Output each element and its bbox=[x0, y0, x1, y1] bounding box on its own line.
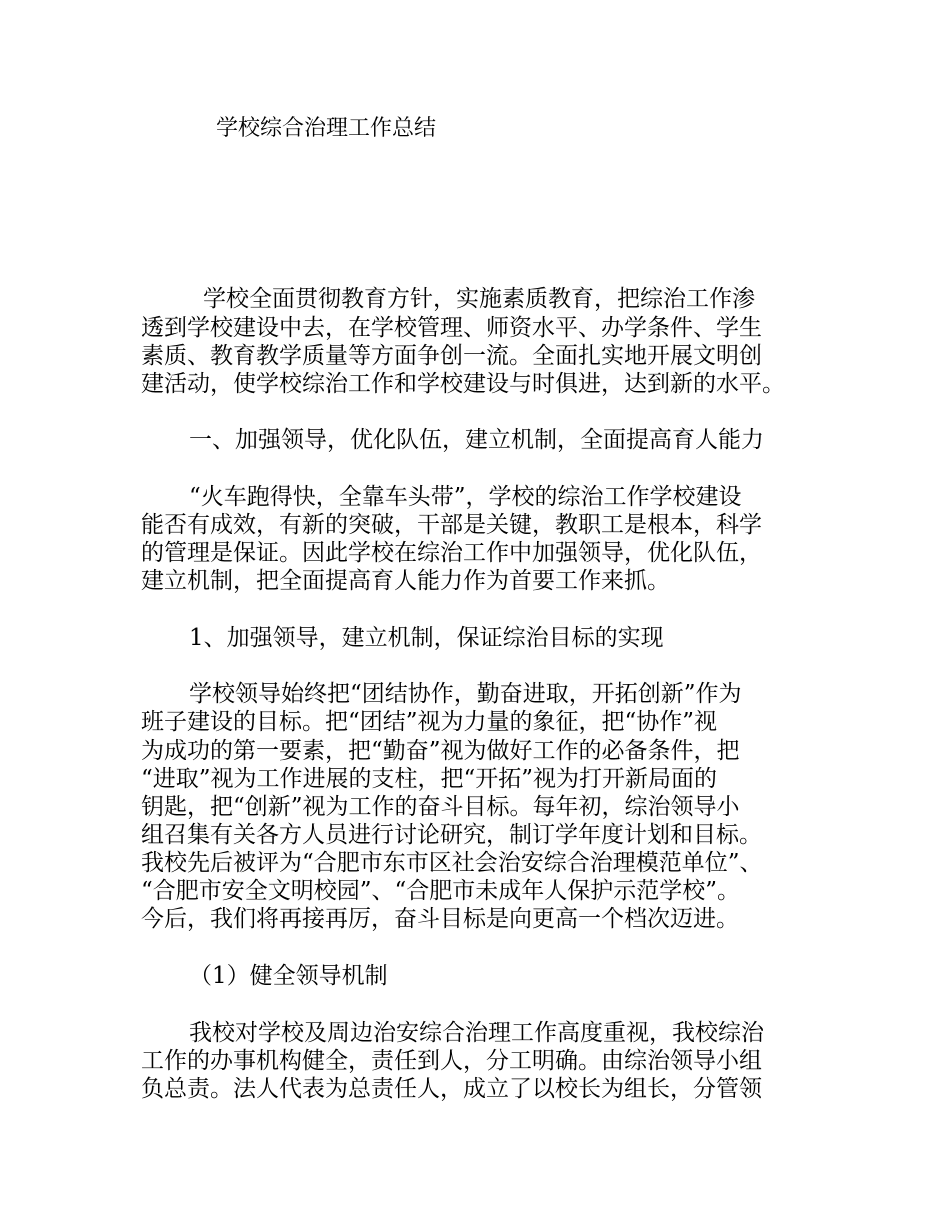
paragraph-line: 钥匙，把“创新”视为工作的奋斗目标。每年初，综治领导小 bbox=[141, 794, 740, 820]
paragraph-line: 我校先后被评为“合肥市东市区社会治安综合治理模范单位”、 bbox=[141, 850, 763, 876]
section-heading: 一、加强领导，优化队伍，建立机制，全面提高育人能力 bbox=[189, 427, 764, 453]
paragraph-line: 负总责。法人代表为总责任人，成立了以校长为组长，分管领 bbox=[141, 1076, 762, 1102]
paragraph-line: 今后，我们将再接再厉，奋斗目标是向更高一个档次迈进。 bbox=[141, 906, 739, 932]
paragraph-line: 能否有成效，有新的突破，干部是关键，教职工是根本，科学 bbox=[141, 512, 762, 538]
paragraph-line: 我校对学校及周边治安综合治理工作高度重视，我校综治 bbox=[189, 1020, 764, 1046]
paragraph-line: 班子建设的目标。把“团结”视为力量的象征，把“协作”视 bbox=[141, 709, 718, 735]
paragraph-line: 学校全面贯彻教育方针，实施素质教育，把综治工作渗 bbox=[203, 286, 755, 312]
paragraph-line: 工作的办事机构健全，责任到人，分工明确。由综治领导小组 bbox=[141, 1048, 762, 1074]
paragraph-line: “火车跑得快，全靠车头带”，学校的综治工作学校建设 bbox=[189, 484, 742, 510]
subsection-heading: （1）健全领导机制 bbox=[189, 963, 388, 989]
paragraph-line: 的管理是保证。因此学校在综治工作中加强领导，优化队伍， bbox=[141, 540, 762, 566]
paragraph-line: 素质、教育教学质量等方面争创一流。全面扎实地开展文明创 bbox=[141, 343, 762, 369]
paragraph-line: 为成功的第一要素，把“勤奋”视为做好工作的必备条件，把 bbox=[141, 738, 740, 764]
paragraph-line: 组召集有关各方人员进行讨论研究，制订学年度计划和目标。 bbox=[141, 822, 762, 848]
subsection-heading: 1、加强领导，建立机制，保证综治目标的实现 bbox=[189, 625, 664, 651]
document-title: 学校综合治理工作总结 bbox=[216, 116, 437, 141]
paragraph-line: “进取”视为工作进展的支柱，把“开拓”视为打开新局面的 bbox=[141, 766, 718, 792]
paragraph-line: 建立机制，把全面提高育人能力作为首要工作来抓。 bbox=[141, 568, 670, 594]
paragraph-line: 透到学校建设中去，在学校管理、师资水平、办学条件、学生 bbox=[141, 315, 762, 341]
paragraph-line: “合肥市安全文明校园”、“合肥市未成年人保护示范学校”。 bbox=[141, 878, 741, 904]
paragraph-line: 建活动，使学校综治工作和学校建设与时俱进，达到新的水平。 bbox=[141, 371, 785, 397]
paragraph-line: 学校领导始终把“团结协作，勤奋进取，开拓创新”作为 bbox=[189, 681, 742, 707]
